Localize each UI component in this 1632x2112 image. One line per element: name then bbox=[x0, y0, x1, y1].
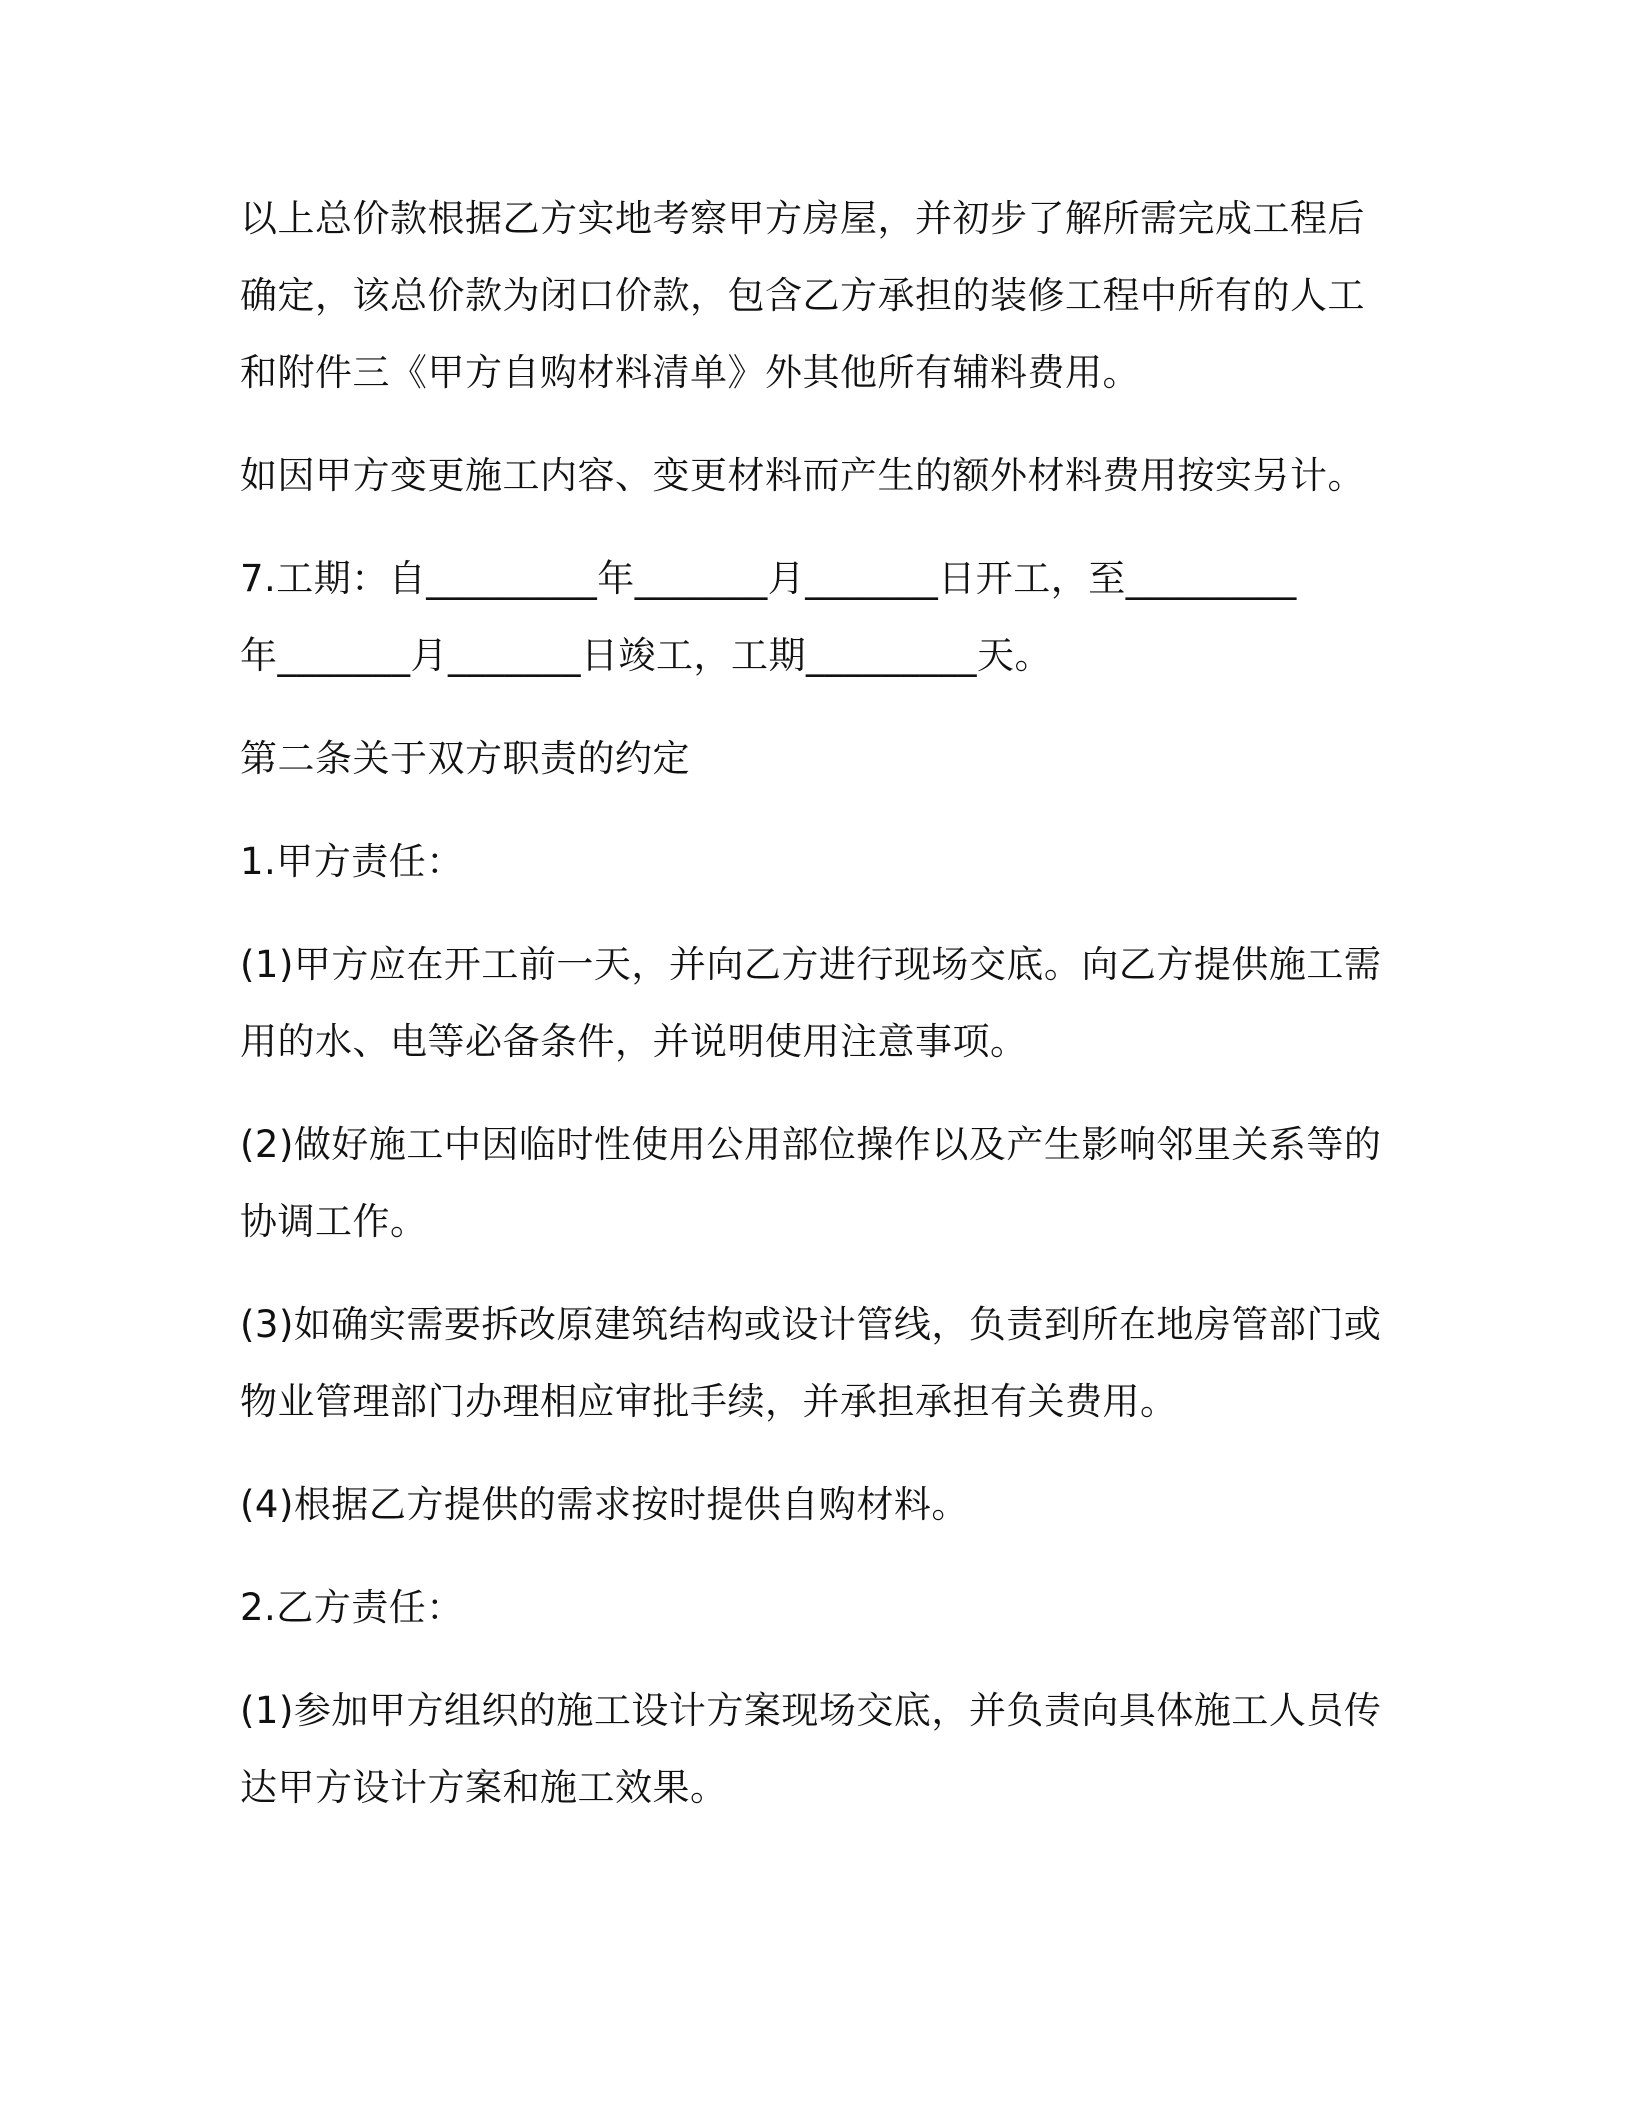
text-line: 物业管理部门办理相应审批手续，并承担承担有关费用。 bbox=[240, 1380, 1178, 1423]
text-line: 协调工作。 bbox=[240, 1200, 428, 1243]
heading-line: 1.甲方责任： bbox=[240, 840, 464, 883]
paragraph-total-price bbox=[240, 180, 1370, 411]
text-line: (1)甲方应在开工前一天，并向乙方进行现场交底。向乙方提供施工需 bbox=[240, 943, 1382, 986]
text-line: (1)参加甲方组织的施工设计方案现场交底，并负责向具体施工人员传 bbox=[240, 1689, 1382, 1732]
text-line: 以上总价款根据乙方实地考察甲方房屋，并初步了解所需完成工程后 bbox=[240, 197, 1365, 240]
section-heading-article-2 bbox=[240, 720, 1370, 797]
text-line: 7.工期：自_________年_______月_______日开工，至_________ bbox=[240, 557, 1297, 600]
paragraph-party-a-item-1 bbox=[240, 926, 1382, 1080]
text-line: (2)做好施工中因临时性使用公用部位操作以及产生影响邻里关系等的 bbox=[240, 1123, 1382, 1166]
text-line: 确定，该总价款为闭口价款，包含乙方承担的装修工程中所有的人工 bbox=[240, 274, 1365, 317]
paragraph-party-a-item-4 bbox=[240, 1466, 1370, 1543]
paragraph-party-a-item-2 bbox=[240, 1106, 1382, 1260]
paragraph-party-a-item-3 bbox=[240, 1286, 1382, 1440]
heading-line: 第二条关于双方职责的约定 bbox=[240, 737, 690, 780]
text-line: 年_______月_______日竣工，工期_________天。 bbox=[240, 634, 1052, 677]
text-line: (4)根据乙方提供的需求按时提供自购材料。 bbox=[240, 1483, 969, 1526]
text-line: 如因甲方变更施工内容、变更材料而产生的额外材料费用按实另计。 bbox=[240, 454, 1365, 497]
paragraph-schedule bbox=[240, 540, 1370, 694]
text-line: 用的水、电等必备条件，并说明使用注意事项。 bbox=[240, 1020, 1028, 1063]
heading-line: 2.乙方责任： bbox=[240, 1586, 464, 1629]
paragraph-change-costs bbox=[240, 437, 1370, 514]
text-line: 达甲方设计方案和施工效果。 bbox=[240, 1766, 728, 1809]
text-line: 和附件三《甲方自购材料清单》外其他所有辅料费用。 bbox=[240, 351, 1140, 394]
text-line: (3)如确实需要拆改原建筑结构或设计管线，负责到所在地房管部门或 bbox=[240, 1303, 1382, 1346]
subheading-party-a-duties bbox=[240, 823, 1370, 900]
paragraph-party-b-item-1 bbox=[240, 1672, 1382, 1826]
document-body bbox=[240, 180, 1382, 1852]
subheading-party-b-duties bbox=[240, 1569, 1370, 1646]
